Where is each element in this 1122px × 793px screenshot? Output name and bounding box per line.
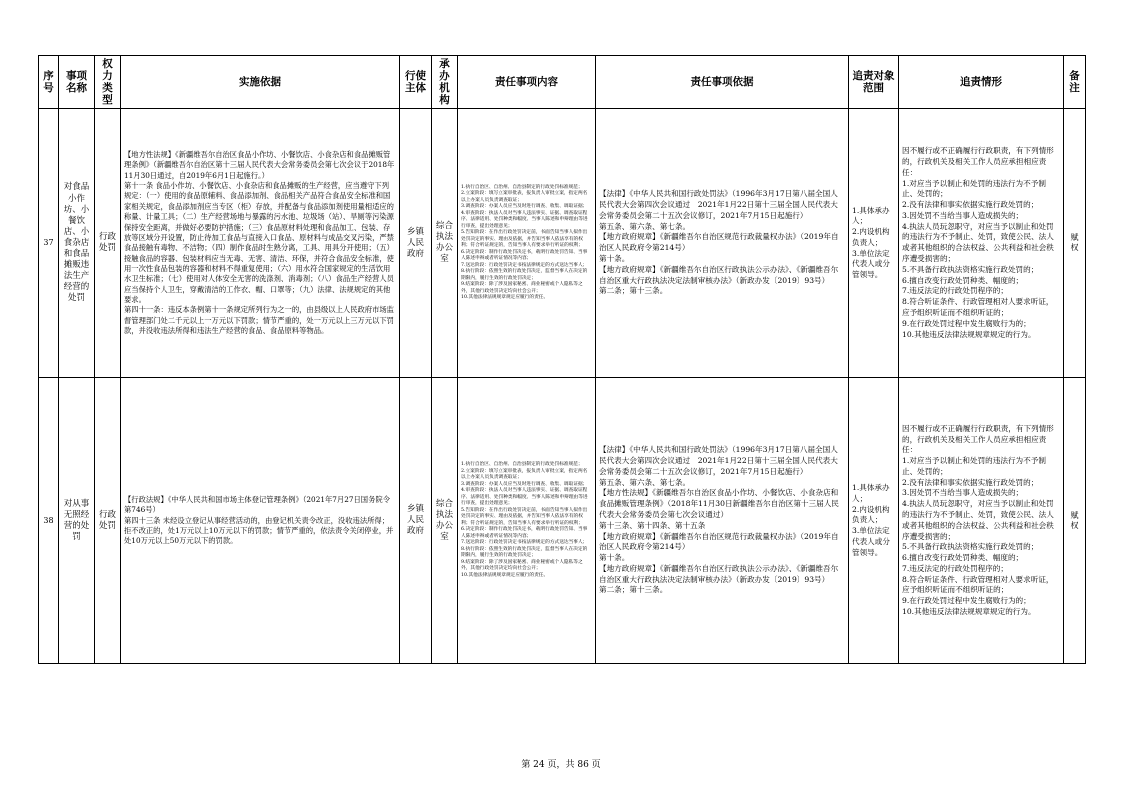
accountability-scope: 1.具体承办人； 2.内设机构负责人； 3.单位法定代表人或分管领导。 bbox=[849, 378, 899, 664]
page-footer: 第 24 页，共 86 页 bbox=[521, 760, 601, 770]
table-header-row bbox=[39, 56, 1086, 109]
handling-office: 综合执法办公室 bbox=[432, 378, 458, 664]
duty-content: 1.执行自治区、自治州、自治县制定的行政处罚标准规范； 2.立案阶段：填写立案审批表，报负责人审批立案，指定两名以上办案人员负责调查取证； 3.调查阶段：办案人员应当及时进行调查、收集、调取证据； 4.审查阶段：执法人员对当事人违法事实、证据、调查取证程序、法律适用、处罚种类和幅度、当事人陈述和申辩理由等进行审查，提出处理意见； 5.告知阶段：在作出行政处罚决定前，书面告知当事人拟作出处罚决定的事实、理由及依据，并告知当事人依法享有的权利；符合听证规定的，告知当事人有要求举行听证的权利； 6.决定阶段：制作行政处罚决定书，载明行政处罚告知、当事人陈述申辩或者听证情况等内容； 7.送达阶段：行政处罚决定书按法律规定的方式送达当事人； 8.执行阶段：依照生效的行政处罚决定，监督当事人在决定的期限内，履行生效的行政处罚决定； 9.结案阶段：除了涉及国家秘密、商业秘密或个人隐私等之外，其他行政处罚决定均向社会公开； 10.其他法律法规规章规定应履行的责任。 bbox=[458, 378, 596, 664]
row-number: 38 bbox=[39, 378, 59, 664]
header-cell: 序号 bbox=[39, 56, 59, 109]
header-cell: 责任事项依据 bbox=[596, 56, 849, 109]
exercising-subject: 乡镇人民政府 bbox=[400, 378, 432, 664]
remark: 赋权 bbox=[1064, 378, 1086, 664]
power-type: 行政处罚 bbox=[95, 378, 121, 664]
exercising-subject: 乡镇人民政府 bbox=[400, 109, 432, 378]
header-cell: 责任事项内容 bbox=[458, 56, 596, 109]
header-cell: 权力类型 bbox=[95, 56, 121, 109]
duty-basis: 【法律】《中华人民共和国行政处罚法》（1996年3月17日第八届全国人民代表大会第四次会议通过 2021年1月22日第十三届全国人民代表大会常务委员会第二十五次会议修订，2021年7月15日起施行） 第五条、第六条、第七条。 【地方性法规】《新疆维吾尔自治区食品小作坊、小餐饮店、小食杂店和食品摊贩管理条例》（2018年11月30日新疆维吾尔自治区第十三届人民代表大会常务委员会第七次会议通过） 第十三条、第十四条、第十五条 【地方政府规章】《新疆维吾尔自治区规范行政裁量权办法》（2019年自治区人民政府令第214号） 第十条。 【地方政府规章】《新疆维吾尔自治区行政执法公示办法》、《新疆维吾尔自治区重大行政执法决定法制审核办法》（新政办发〔2019〕93号） 第二条；第十三条。 bbox=[596, 378, 849, 664]
header-cell: 事项名称 bbox=[59, 56, 95, 109]
handling-office: 综合执法办公室 bbox=[432, 109, 458, 378]
row-number: 37 bbox=[39, 109, 59, 378]
power-type: 行政处罚 bbox=[95, 109, 121, 378]
responsibility-table bbox=[38, 55, 1086, 664]
accountability-situations: 因不履行或不正确履行行政职责，有下列情形的，行政机关及相关工作人员应承担相应责任： 1.对应当予以制止和处罚的违法行为不予制止、处罚的； 2.没有法律和事实依据实施行政处罚的； 3.因处罚不当给当事人造成损失的； 4.执法人员玩忽职守，对应当予以制止和处罚的违法行为不予制止、处罚，致使公民、法人或者其他组织的合法权益、公共利益和社会秩序遭受损害的； 5.不具备行政执法资格实施行政处罚的； 6.擅自改变行政处罚种类、幅度的； 7.违反法定的行政处罚程序的； 8.符合听证条件、行政管理相对人要求听证，应予组织听证而不组织听证的； 9.在行政处罚过程中发生腐败行为的； 10.其他违反法律法规规章规定的行为。 bbox=[899, 378, 1064, 664]
header-cell: 备注 bbox=[1064, 56, 1086, 109]
item-name: 对从事无照经营的处罚 bbox=[59, 378, 95, 664]
header-cell: 实施依据 bbox=[121, 56, 400, 109]
header-cell: 追责情形 bbox=[899, 56, 1064, 109]
remark: 赋权 bbox=[1064, 109, 1086, 378]
table-row bbox=[39, 378, 1086, 664]
duty-basis: 【法律】《中华人民共和国行政处罚法》（1996年3月17日第八届全国人民代表大会第四次会议通过 2021年1月22日第十三届全国人民代表大会常务委员会第二十五次会议修订，2021年7月15日起施行） 第五条、第六条、第七条。 【地方政府规章】《新疆维吾尔自治区规范行政裁量权办法》（2019年自治区人民政府令第214号） 第十条。 【地方政府规章】《新疆维吾尔自治区行政执法公示办法》、《新疆维吾尔自治区重大行政执法决定法制审核办法》（新政办发〔2019〕93号） 第二条；第十三条。 bbox=[596, 109, 849, 378]
duty-content: 1.执行自治区、自治州、自治县制定的行政处罚标准规范； 2.立案阶段：填写立案审批表，报负责人审批立案，指定两名以上办案人员负责调查取证； 3.调查阶段：办案人员应当及时进行调查、收集、调取证据； 4.审查阶段：执法人员对当事人违法事实、证据、调查取证程序、法律适用、处罚种类和幅度、当事人陈述和申辩理由等进行审查，提出处理意见； 5.告知阶段：在作出行政处罚决定前，书面告知当事人拟作出处罚决定的事实、理由及依据，并告知当事人依法享有的权利；符合听证规定的，告知当事人有要求举行听证的权利； 6.决定阶段：制作行政处罚决定书，载明行政处罚告知、当事人陈述申辩或者听证情况等内容； 7.送达阶段：行政处罚决定书按法律规定的方式送达当事人； 8.执行阶段：依照生效的行政处罚决定，监督当事人在决定的期限内，履行生效的行政处罚决定； 9.结案阶段：除了涉及国家秘密、商业秘密或个人隐私等之外，其他行政处罚决定均向社会公开； 10.其他法律法规规章规定应履行的责任。 bbox=[458, 109, 596, 378]
header-cell: 承办机构 bbox=[432, 56, 458, 109]
header-cell: 行使主体 bbox=[400, 56, 432, 109]
implementation-basis: 【地方性法规】《新疆维吾尔自治区食品小作坊、小餐饮店、小食杂店和食品摊贩管理条例》（新疆维吾尔自治区第十三届人民代表大会常务委员会第七次会议于2018年11月30日通过，自2019年6月1日起施行。） 第十一条 食品小作坊、小餐饮店、小食杂店和食品摊贩的生产经营，应当遵守下列规定：（一）使用的食品原辅料、食品添加剂、食品相关产品符合食品安全标准和国家相关规定，食品添加剂应当专区（柜）存放，并配备与食品添加剂使用量相适应的称量、计量工具；（二）生产经营场地与暴露的污水池、垃圾场（站）、旱厕等污染源保持安全距离，并做好必要防护措施；（三）食品原材料处理和食品加工、包装、存放等区域分开设置，防止待加工食品与直接入口食品、原材料与成品交叉污染，严禁食品接触有毒物、不洁物；（四）制作食品时生熟分离，工具、用具分开使用；（五）接触食品的容器、包装材料应当无毒、无害、清洁、环保，并符合食品安全标准，使用一次性食品包装的容器和材料不得重复使用；（六）用水符合国家规定的生活饮用水卫生标准；（七）使用对人体安全无害的洗涤剂、消毒剂；（八）食品生产经营人员应当保持个人卫生，穿戴清洁的工作衣、帽、口罩等；（九）法律、法规规定的其他要求。 第四十一条：违反本条例第十一条规定所列行为之一的，由县级以上人民政府市场监督管理部门处二千元以上一万元以下罚款；情节严重的，处一万元以上三万元以下罚款，并没收违法所得和违法生产经营的食品、食品原料等物品。 bbox=[121, 109, 400, 378]
accountability-situations: 因不履行或不正确履行行政职责，有下列情形的，行政机关及相关工作人员应承担相应责任： 1.对应当予以制止和处罚的违法行为不予制止、处罚的； 2.没有法律和事实依据实施行政处罚的； 3.因处罚不当给当事人造成损失的； 4.执法人员玩忽职守，对应当予以制止和处罚的违法行为不予制止、处罚，致使公民、法人或者其他组织的合法权益、公共利益和社会秩序遭受损害的； 5.不具备行政执法资格实施行政处罚的； 6.擅自改变行政处罚种类、幅度的； 7.违反法定的行政处罚程序的； 8.符合听证条件、行政管理相对人要求听证，应予组织听证而不组织听证的； 9.在行政处罚过程中发生腐败行为的； 10.其他违反法律法规规章规定的行为。 bbox=[899, 109, 1064, 378]
accountability-scope: 1.具体承办人； 2.内设机构负责人； 3.单位法定代表人或分管领导。 bbox=[849, 109, 899, 378]
item-name: 对食品小作坊、小餐饮店、小食杂店和食品摊贩违法生产经营的处罚 bbox=[59, 109, 95, 378]
implementation-basis: 【行政法规】《中华人民共和国市场主体登记管理条例》（2021年7月27日国务院令第746号） 第四十三条 未经设立登记从事经营活动的，由登记机关责令改正，没收违法所得；拒不改正的，处1万元以上10万元以下的罚款；情节严重的，依法责令关闭停业，并处10万元以上50万元以下的罚款。 bbox=[121, 378, 400, 664]
table-row bbox=[39, 109, 1086, 378]
header-cell: 追责对象范围 bbox=[849, 56, 899, 109]
